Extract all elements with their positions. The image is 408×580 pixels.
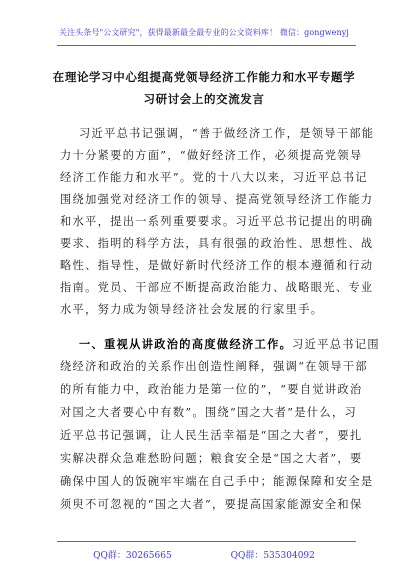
paragraph-1-line: 水平，努力成为领导经济社会发展的行家里手。	[60, 303, 324, 316]
document-title-line-2: 习研讨会上的交流发言	[143, 92, 265, 106]
footer-rule	[57, 541, 356, 542]
section-heading: 一、重视从讲政治的高度做经济工作。	[79, 337, 293, 351]
paragraph-1-line: 和水平，提出一系列重要要求。习近平总书记提出的明确	[60, 215, 374, 228]
paragraph-2-line: 绕经济和政治的关系作出创造性阐释，强调“在领导干部	[60, 360, 368, 373]
header-rule	[57, 45, 356, 46]
paragraph-1-line: 力十分紧要的方面”，“做好经济工作，必须提高党领导	[60, 149, 363, 162]
paragraph-2-first-line-rest: 习近平总书记围	[292, 338, 380, 351]
paragraph-1-line: 习近平总书记强调，“善于做经济工作，是领导干部能	[79, 127, 375, 140]
paragraph-2-first-line	[79, 337, 380, 351]
footer-qq-group-2: QQ群：535304092	[230, 551, 315, 561]
paragraph-2-line: 实解决群众急难愁盼问题；粮食安全是“国之大者”，要	[60, 452, 363, 465]
document-title-line-1: 在理论学习中心组提高党领导经济工作能力和水平专题学	[52, 70, 356, 84]
paragraph-1-line: 要求、指明的科学方法，具有很强的政治性、思想性、战	[60, 237, 374, 250]
paragraph-2-line: 对国之大者要心中有数”。围绕“国之大者”是什么，习	[60, 406, 358, 419]
paragraph-1-line: 围绕加强党对经济工作的领导、提高党领导经济工作能力	[60, 193, 374, 206]
paragraph-1-line: 指南。党员、干部应不断提高政治能力、战略眼光、专业	[60, 281, 374, 294]
paragraph-1-line: 略性、指导性，是做好新时代经济工作的根本遵循和行动	[60, 259, 374, 272]
paragraph-2-line: 的所有能力中，政治能力是第一位的”，“要自觉讲政治	[60, 383, 363, 396]
header-note: 关注头条号"公文研究"，获得最新最全最专业的公文资料库！ 微信：gongwenyj	[59, 28, 349, 37]
footer-qq-group-1: QQ群：30265665	[93, 551, 172, 561]
paragraph-2-line: 须臾不可忽视的“国之大者”，要提高国家能源安全和保	[60, 498, 363, 511]
paragraph-2-line: 近平总书记强调，让人民生活幸福是“国之大者”，要扎	[60, 429, 363, 442]
paragraph-1-line: 经济工作能力和水平”。党的十八大以来，习近平总书记	[60, 171, 368, 184]
footer	[0, 548, 408, 561]
paragraph-2-line: 确保中国人的饭碗牢牢端在自己手中；能源保障和安全是	[60, 475, 374, 488]
